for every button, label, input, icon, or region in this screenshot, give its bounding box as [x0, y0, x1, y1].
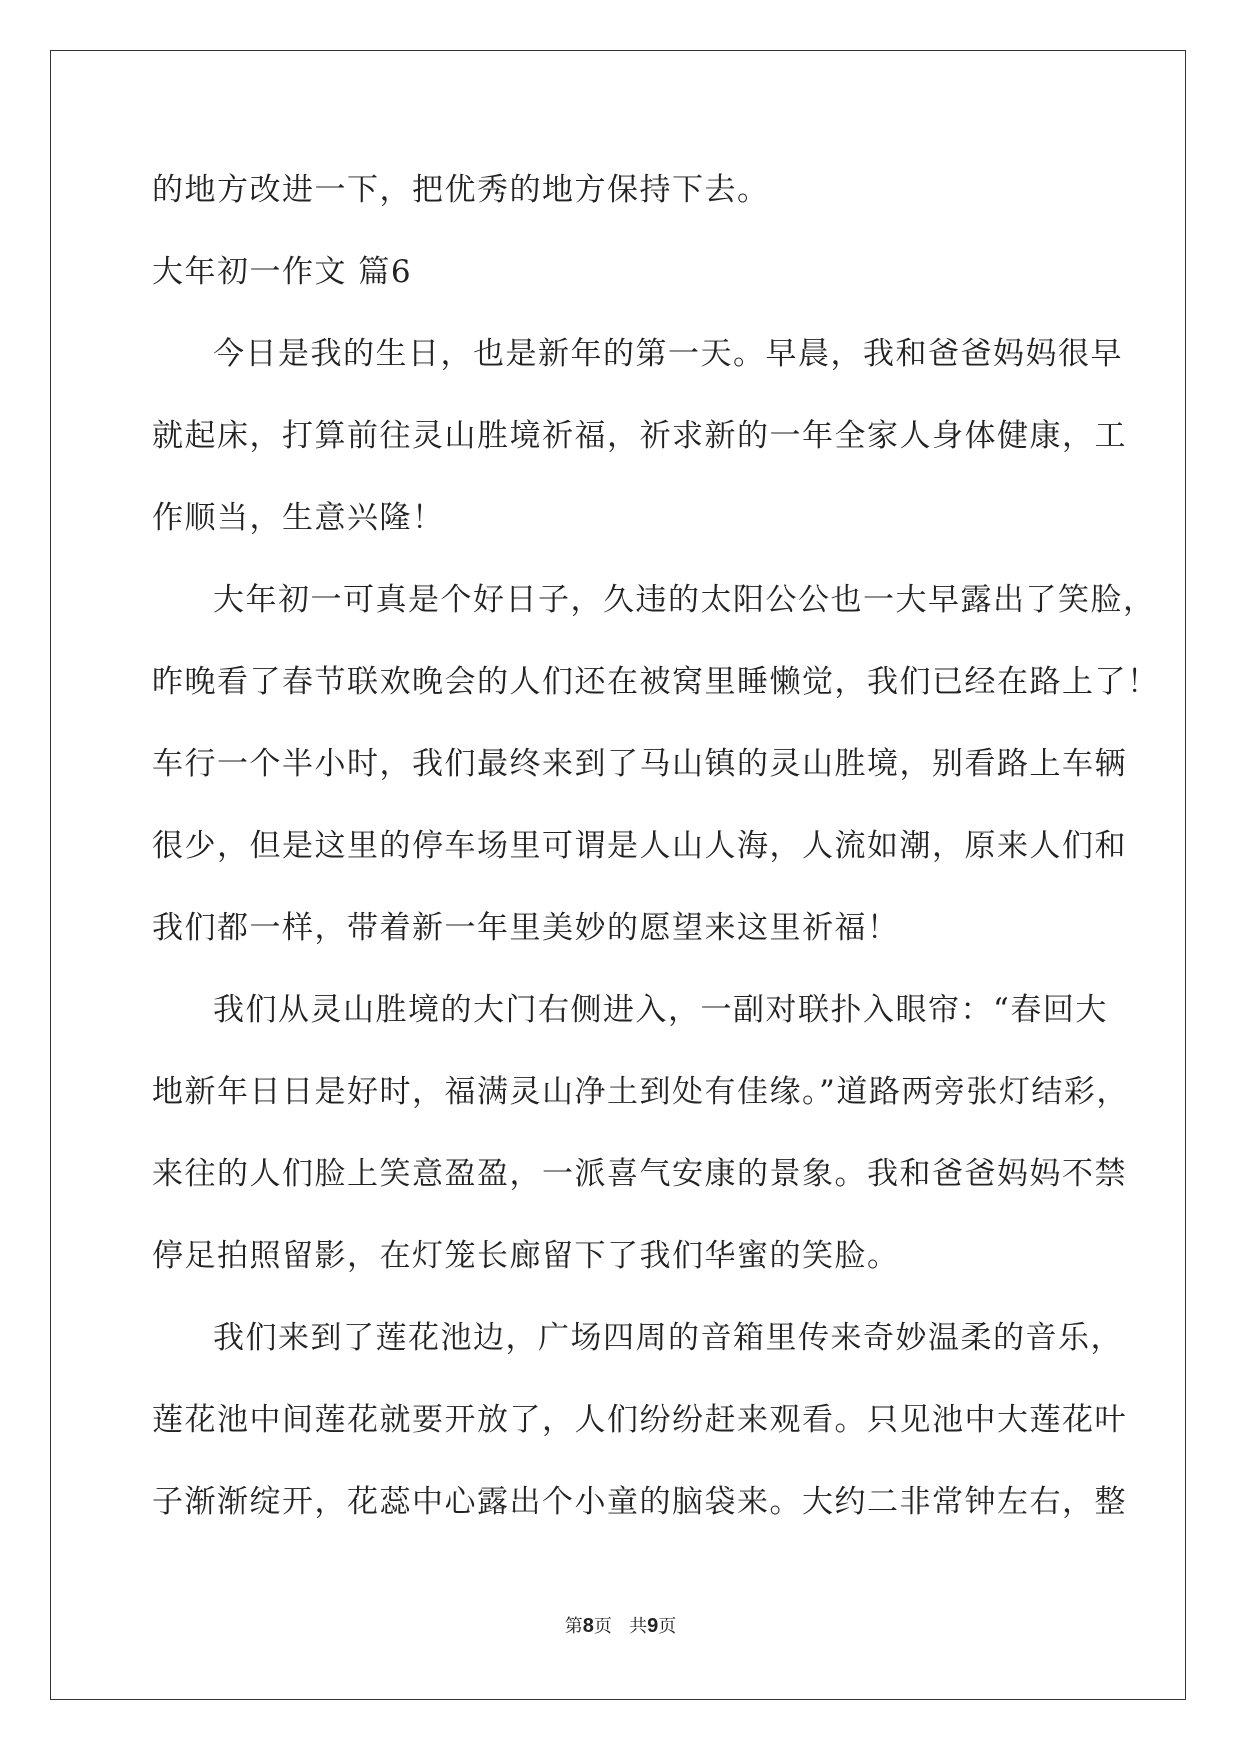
page-suffix: 页 — [658, 1616, 677, 1637]
text-line: 昨晚看了春节联欢晚会的人们还在被窝里睡懒觉，我们已经在路上了！ — [152, 664, 1160, 700]
page-border — [50, 50, 1186, 1700]
total-page-number: 9 — [647, 1615, 659, 1637]
text-line: 来往的人们脸上笑意盈盈，一派喜气安康的景象。我和爸爸妈妈不禁 — [152, 1156, 1127, 1192]
text-line: 停足拍照留影，在灯笼长廊留下了我们华蜜的笑脸。 — [152, 1238, 900, 1274]
text-line: 莲花池中间莲花就要开放了，人们纷纷赶来观看。只见池中大莲花叶 — [152, 1402, 1127, 1438]
text-line: 大年初一可真是个好日子，久违的太阳公公也一大早露出了笑脸， — [213, 582, 1156, 618]
text-line: 车行一个半小时，我们最终来到了马山镇的灵山胜境，别看路上车辆 — [152, 746, 1127, 782]
text-line: 作顺当，生意兴隆！ — [152, 500, 445, 536]
text-line: 今日是我的生日，也是新年的第一天。早晨，我和爸爸妈妈很早 — [213, 336, 1123, 372]
section-heading: 大年初一作文 篇6 — [152, 254, 413, 290]
text-line: 我们来到了莲花池边，广场四周的音箱里传来奇妙温柔的音乐， — [213, 1320, 1123, 1356]
page-footer — [0, 1614, 1241, 1639]
page-prefix: 第 — [564, 1616, 583, 1637]
text-line: 的地方改进一下，把优秀的地方保持下去。 — [152, 172, 770, 208]
text-line: 很少，但是这里的停车场里可谓是人山人海，人流如潮，原来人们和 — [152, 828, 1127, 864]
text-line: 我们都一样，带着新一年里美妙的愿望来这里祈福！ — [152, 910, 900, 946]
current-page-number: 8 — [582, 1615, 594, 1637]
text-line: 我们从灵山胜境的大门右侧进入，一副对联扑入眼帘：“春回大 — [213, 992, 1108, 1028]
text-line: 地新年日日是好时，福满灵山净土到处有佳缘。”道路两旁张灯结彩， — [152, 1074, 1129, 1110]
text-line: 子渐渐绽开，花蕊中心露出个小童的脑袋来。大约二非常钟左右，整 — [152, 1484, 1127, 1520]
text-line: 就起床，打算前往灵山胜境祈福，祈求新的一年全家人身体健康，工 — [152, 418, 1127, 454]
page-separator: 页 共 — [593, 1616, 648, 1637]
